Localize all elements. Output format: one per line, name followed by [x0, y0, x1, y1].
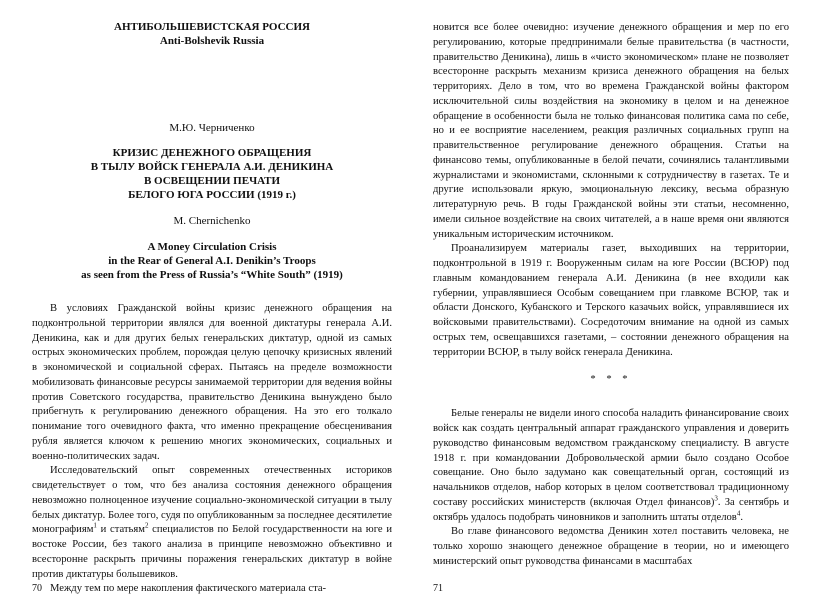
paragraph-text: специалистов по Белой государственности на юге и востоке России, без такого анализа в принципе невозможно объективно и всесторонне раскрыть причины поражения генеральских диктатур в войне против диктатуры большевиков.: [32, 524, 392, 580]
footnote-ref[interactable]: 4: [736, 508, 741, 517]
footnote-ref[interactable]: 2: [144, 521, 149, 530]
paragraph: В условиях Гражданской войны кризис денежного обращения на подконтрольной территории являлся для военной диктатуры генерала А.И. Деникина, как и для других белых генеральских диктатур, одной из самых острых экономических проблем, порождая целую цепочку кризисных явлений в экономической и социальной сферах. Пытаясь на пределе возможности мобилизовать финансовые ресурсы занимаемой территории для ведения войны против Советского государства, правительство Деникина вынуждено было прибегнуть к регулированию денежного обращения. На это его толкало понимание того очевидного факта, что именно прекращение обесценивания рубля является ключом к решению многих экономических, социальных и военно-политических задач.: [32, 303, 392, 462]
paragraph: Между тем по мере накопления фактического материала ста-: [50, 583, 327, 595]
page-number: 71: [433, 583, 443, 594]
title-ru-line: КРИЗИС ДЕНЕЖНОГО ОБРАЩЕНИЯ: [112, 147, 312, 159]
author-en: M. Chernichenko: [173, 215, 251, 227]
title-ru-line: В ТЫЛУ ВОЙСК ГЕНЕРАЛА А.И. ДЕНИКИНА: [90, 161, 334, 173]
paragraph: Проанализируем материалы газет, выходивших на территории, подконтрольной в 1919 г. Вооруженным силам на юге России (ВСЮР) под главным командованием генерала А.И. Деникина (в нее входили как губернии, управлявшиеся Особым совещанием при главкоме ВСЮР, так и области Донского, Кубанского и Терского казачьих войск, управлявшиеся их войсковыми правительствами). Сосредоточим внимание на одной из самых острых тем, освещавшихся газетами, – состоянии денежного обращения на территории ВСЮР, в тылу войск генерала Деникина.: [433, 243, 789, 358]
right-page: [433, 0, 789, 609]
paragraph-text: . За сентябрь и октябрь удалось подобрать чиновников и заполнить штаты отделов: [433, 496, 789, 523]
title-en-line: in the Rear of General A.I. Denikin’s Troops: [108, 255, 316, 267]
paragraph: новится все более очевидно: изучение денежного обращения и мер по его регулированию, которые предпринимали белые правительства (в частности, правительство Деникина), лишь в «чисто экономическом» плане не позволяет всесторонне раскрыть механизм кризиса денежного обращения на белых территориях. Дело в том, что во времена Гражданской войны фактором исключительной силы воздействия на экономику в целом и на денежное обращение в особенности была не только финансовая политика сама по себе, но и ее восприятие населением, реакция различных социальных групп на правительственное регулирование денежного обращения. Статьи на финансово темы, опубликованные в белой печати, сочинялись талантливыми журналистами и экономистами, склонными к сотрудничеству в газетах. Те и другие использовали яркую, эмоциональную лексику, весьма образную литературную речь. В годы Гражданской войны эти статьи, несомненно, имели сильное воздействие на своих читателей, а в наше время они являются уникальным историческим источником.: [433, 22, 789, 240]
footnote-ref[interactable]: 1: [93, 521, 97, 530]
left-body: [32, 302, 392, 597]
paragraph-text: Белые генералы не видели иного способа наладить финансирование своих войск как создать центральный аппарат гражданского управления и доверить руководство финансовым ведомством гражданскому специалисту. В августе 1918 г. при командовании Добровольческой армии было создано Особое совещание. Оно было задумано как совещательный орган, состоящий из начальников отделов, набор которых в целом соответствовал традиционному составу российских министерств (включая Отдел финансов): [433, 408, 789, 508]
title-ru-line: В ОСВЕЩЕНИИ ПЕЧАТИ: [143, 175, 281, 187]
section-separator: * * *: [590, 374, 632, 386]
paragraph-text: Исследовательский опыт современных отечественных историков свидетельствует о том, что без анализа состояния денежного обращения невозможно полноценное изучение социально-экономической ситуации в тылу белых диктатур. Более того, судя по опубликованным за последнее десятилетие монографиям: [32, 465, 392, 536]
left-page: [32, 0, 392, 609]
right-body: [433, 21, 789, 570]
section-header-ru: АНТИБОЛЬШЕВИСТСКАЯ РОССИЯ: [114, 21, 310, 33]
page-number: 70: [32, 583, 42, 594]
title-ru-line: БЕЛОГО ЮГА РОССИИ (1919 г.): [128, 189, 296, 201]
paragraph: Во главе финансового ведомства Деникин хотел поставить человека, не только хорошо знающего денежное обращение в теории, но и имеющего министерский опыт руководства финансами в масштабах: [433, 526, 789, 567]
article-title-en: [32, 240, 392, 282]
footnote-ref[interactable]: 3: [714, 494, 718, 503]
paragraph: [433, 407, 789, 525]
title-en-line: A Money Circulation Crisis: [147, 241, 277, 253]
paragraph-text: и статьям: [96, 524, 145, 536]
paragraph-text: .: [740, 511, 743, 523]
paragraph: [32, 464, 392, 582]
section-header-en: Anti-Bolshevik Russia: [159, 35, 265, 47]
author-ru: М.Ю. Черниченко: [169, 122, 255, 134]
title-en-line: as seen from the Press of Russia’s “White South” (1919): [81, 269, 343, 281]
article-title-ru: [32, 146, 392, 202]
